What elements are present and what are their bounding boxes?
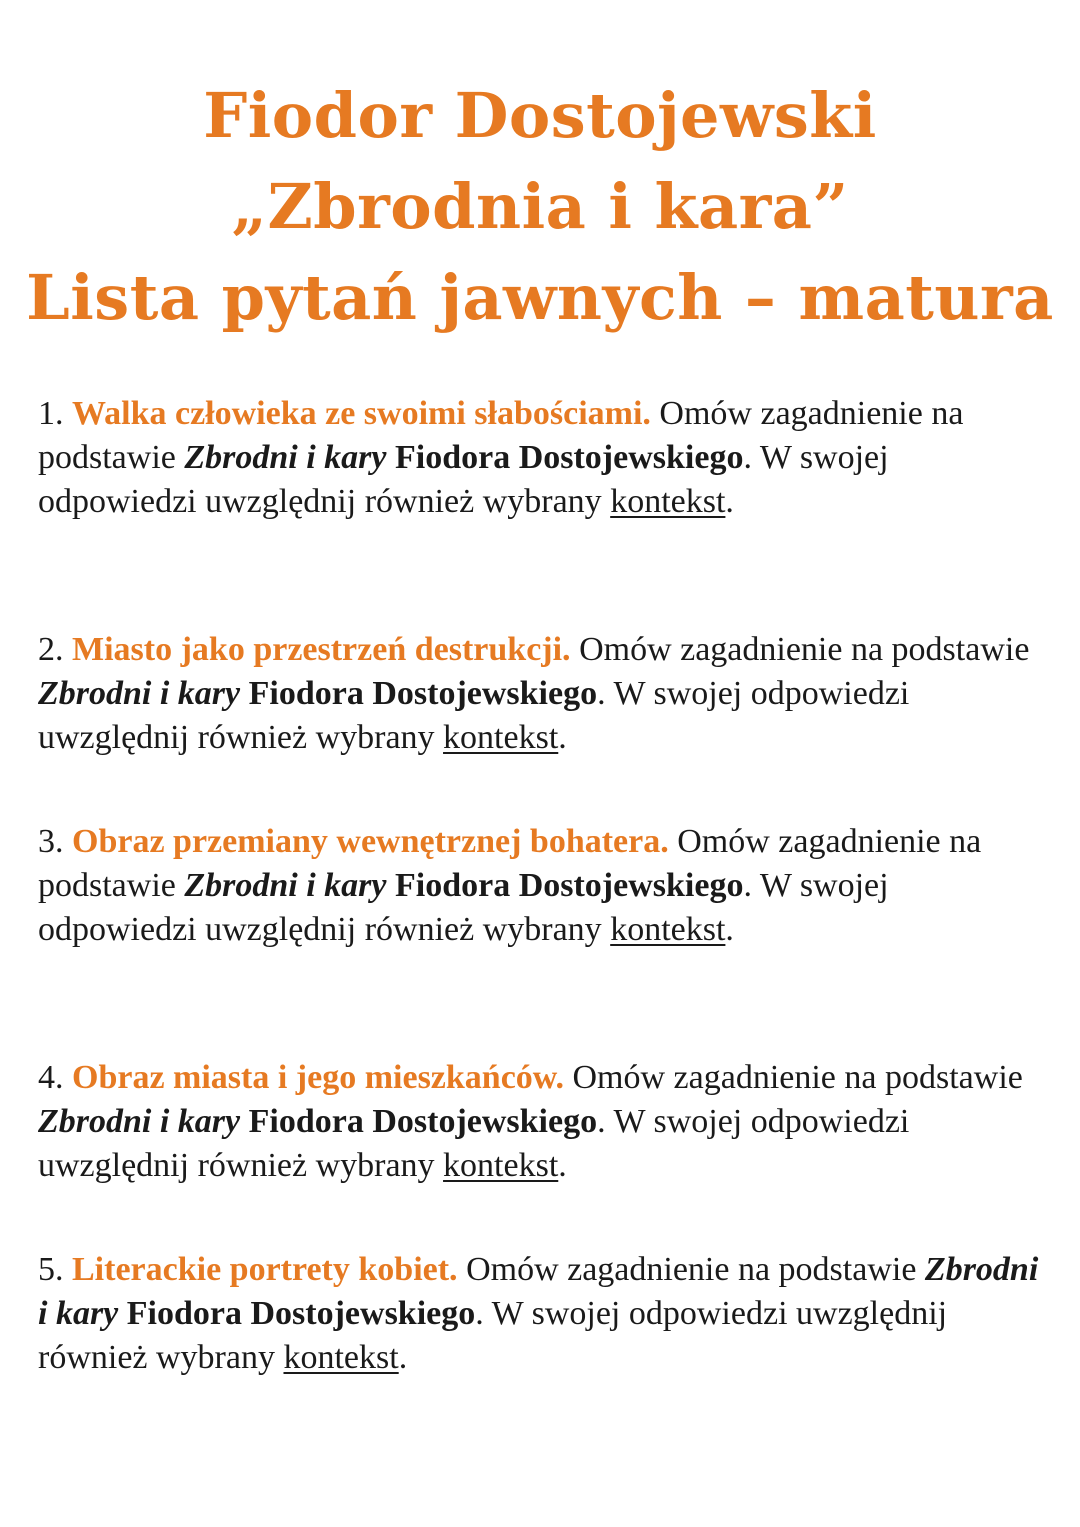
title-work: „Zbrodnia i kara” [231, 170, 849, 243]
context-word: kontekst [443, 1147, 559, 1184]
question-text [118, 1295, 127, 1332]
question-topic: Miasto jako przestrzeń destrukcji. [72, 631, 571, 668]
question-text: Omów zagadnienie na podstawie [564, 1059, 1023, 1096]
question-text: . W swojej odpowiedzi uwzględnij również wybrany [38, 867, 889, 948]
question-topic: Obraz miasta i jego mieszkańców. [72, 1059, 564, 1096]
title-subtitle: Lista pytań jawnych – matura [26, 261, 1054, 334]
question-text: Omów zagadnienie na podstawie [570, 631, 1030, 668]
question-topic: Walka człowieka ze swoimi słabościami. [72, 395, 651, 432]
author-name: Fiodora Dostojewskiego [394, 867, 744, 904]
question-text: Omów zagadnienie na podstawie [38, 823, 982, 904]
question-text [386, 867, 395, 904]
question-end: . [398, 1339, 408, 1376]
question-text [386, 439, 395, 476]
question-text [240, 675, 249, 712]
question-3 [38, 820, 1048, 952]
question-number: 3. [38, 823, 72, 860]
question-end: . [725, 911, 734, 948]
question-5 [38, 1248, 1048, 1380]
page-title [0, 70, 1080, 343]
question-text: Omów zagadnienie na podstawie [457, 1251, 925, 1288]
context-word: kontekst [610, 483, 726, 520]
question-text: Omów zagadnienie na podstawie [38, 395, 964, 476]
work-title: Zbrodni i kary [38, 1103, 241, 1140]
question-2 [38, 628, 1048, 760]
author-name: Fiodora Dostojewskiego [248, 1103, 598, 1140]
work-title: Zbrodni i kary [38, 1251, 1039, 1332]
question-number: 2. [38, 631, 72, 668]
question-number: 4. [38, 1059, 72, 1096]
question-topic: Literackie portrety kobiet. [72, 1251, 458, 1288]
question-text: . W swojej odpowiedzi uwzględnij również wybrany [38, 675, 910, 756]
question-end: . [725, 483, 734, 520]
question-end: . [558, 719, 567, 756]
work-title: Zbrodni i kary [184, 439, 387, 476]
question-text: . W swojej odpowiedzi uwzględnij również wybrany [38, 439, 889, 520]
question-text [240, 1103, 249, 1140]
question-number: 5. [38, 1251, 72, 1288]
question-end: . [558, 1147, 567, 1184]
title-author: Fiodor Dostojewski [203, 79, 877, 152]
work-title: Zbrodni i kary [184, 867, 387, 904]
author-name: Fiodora Dostojewskiego [248, 675, 598, 712]
question-text: . W swojej odpowiedzi uwzględnij również wybrany [38, 1295, 948, 1376]
question-topic: Obraz przemiany wewnętrznej bohatera. [72, 823, 669, 860]
context-word: kontekst [443, 719, 559, 756]
question-text: . W swojej odpowiedzi uwzględnij również wybrany [38, 1103, 910, 1184]
context-word: kontekst [283, 1339, 399, 1376]
work-title: Zbrodni i kary [38, 675, 241, 712]
question-4 [38, 1056, 1048, 1188]
question-1 [38, 392, 1048, 524]
author-name: Fiodora Dostojewskiego [126, 1295, 476, 1332]
context-word: kontekst [610, 911, 726, 948]
question-number: 1. [38, 395, 72, 432]
author-name: Fiodora Dostojewskiego [394, 439, 744, 476]
